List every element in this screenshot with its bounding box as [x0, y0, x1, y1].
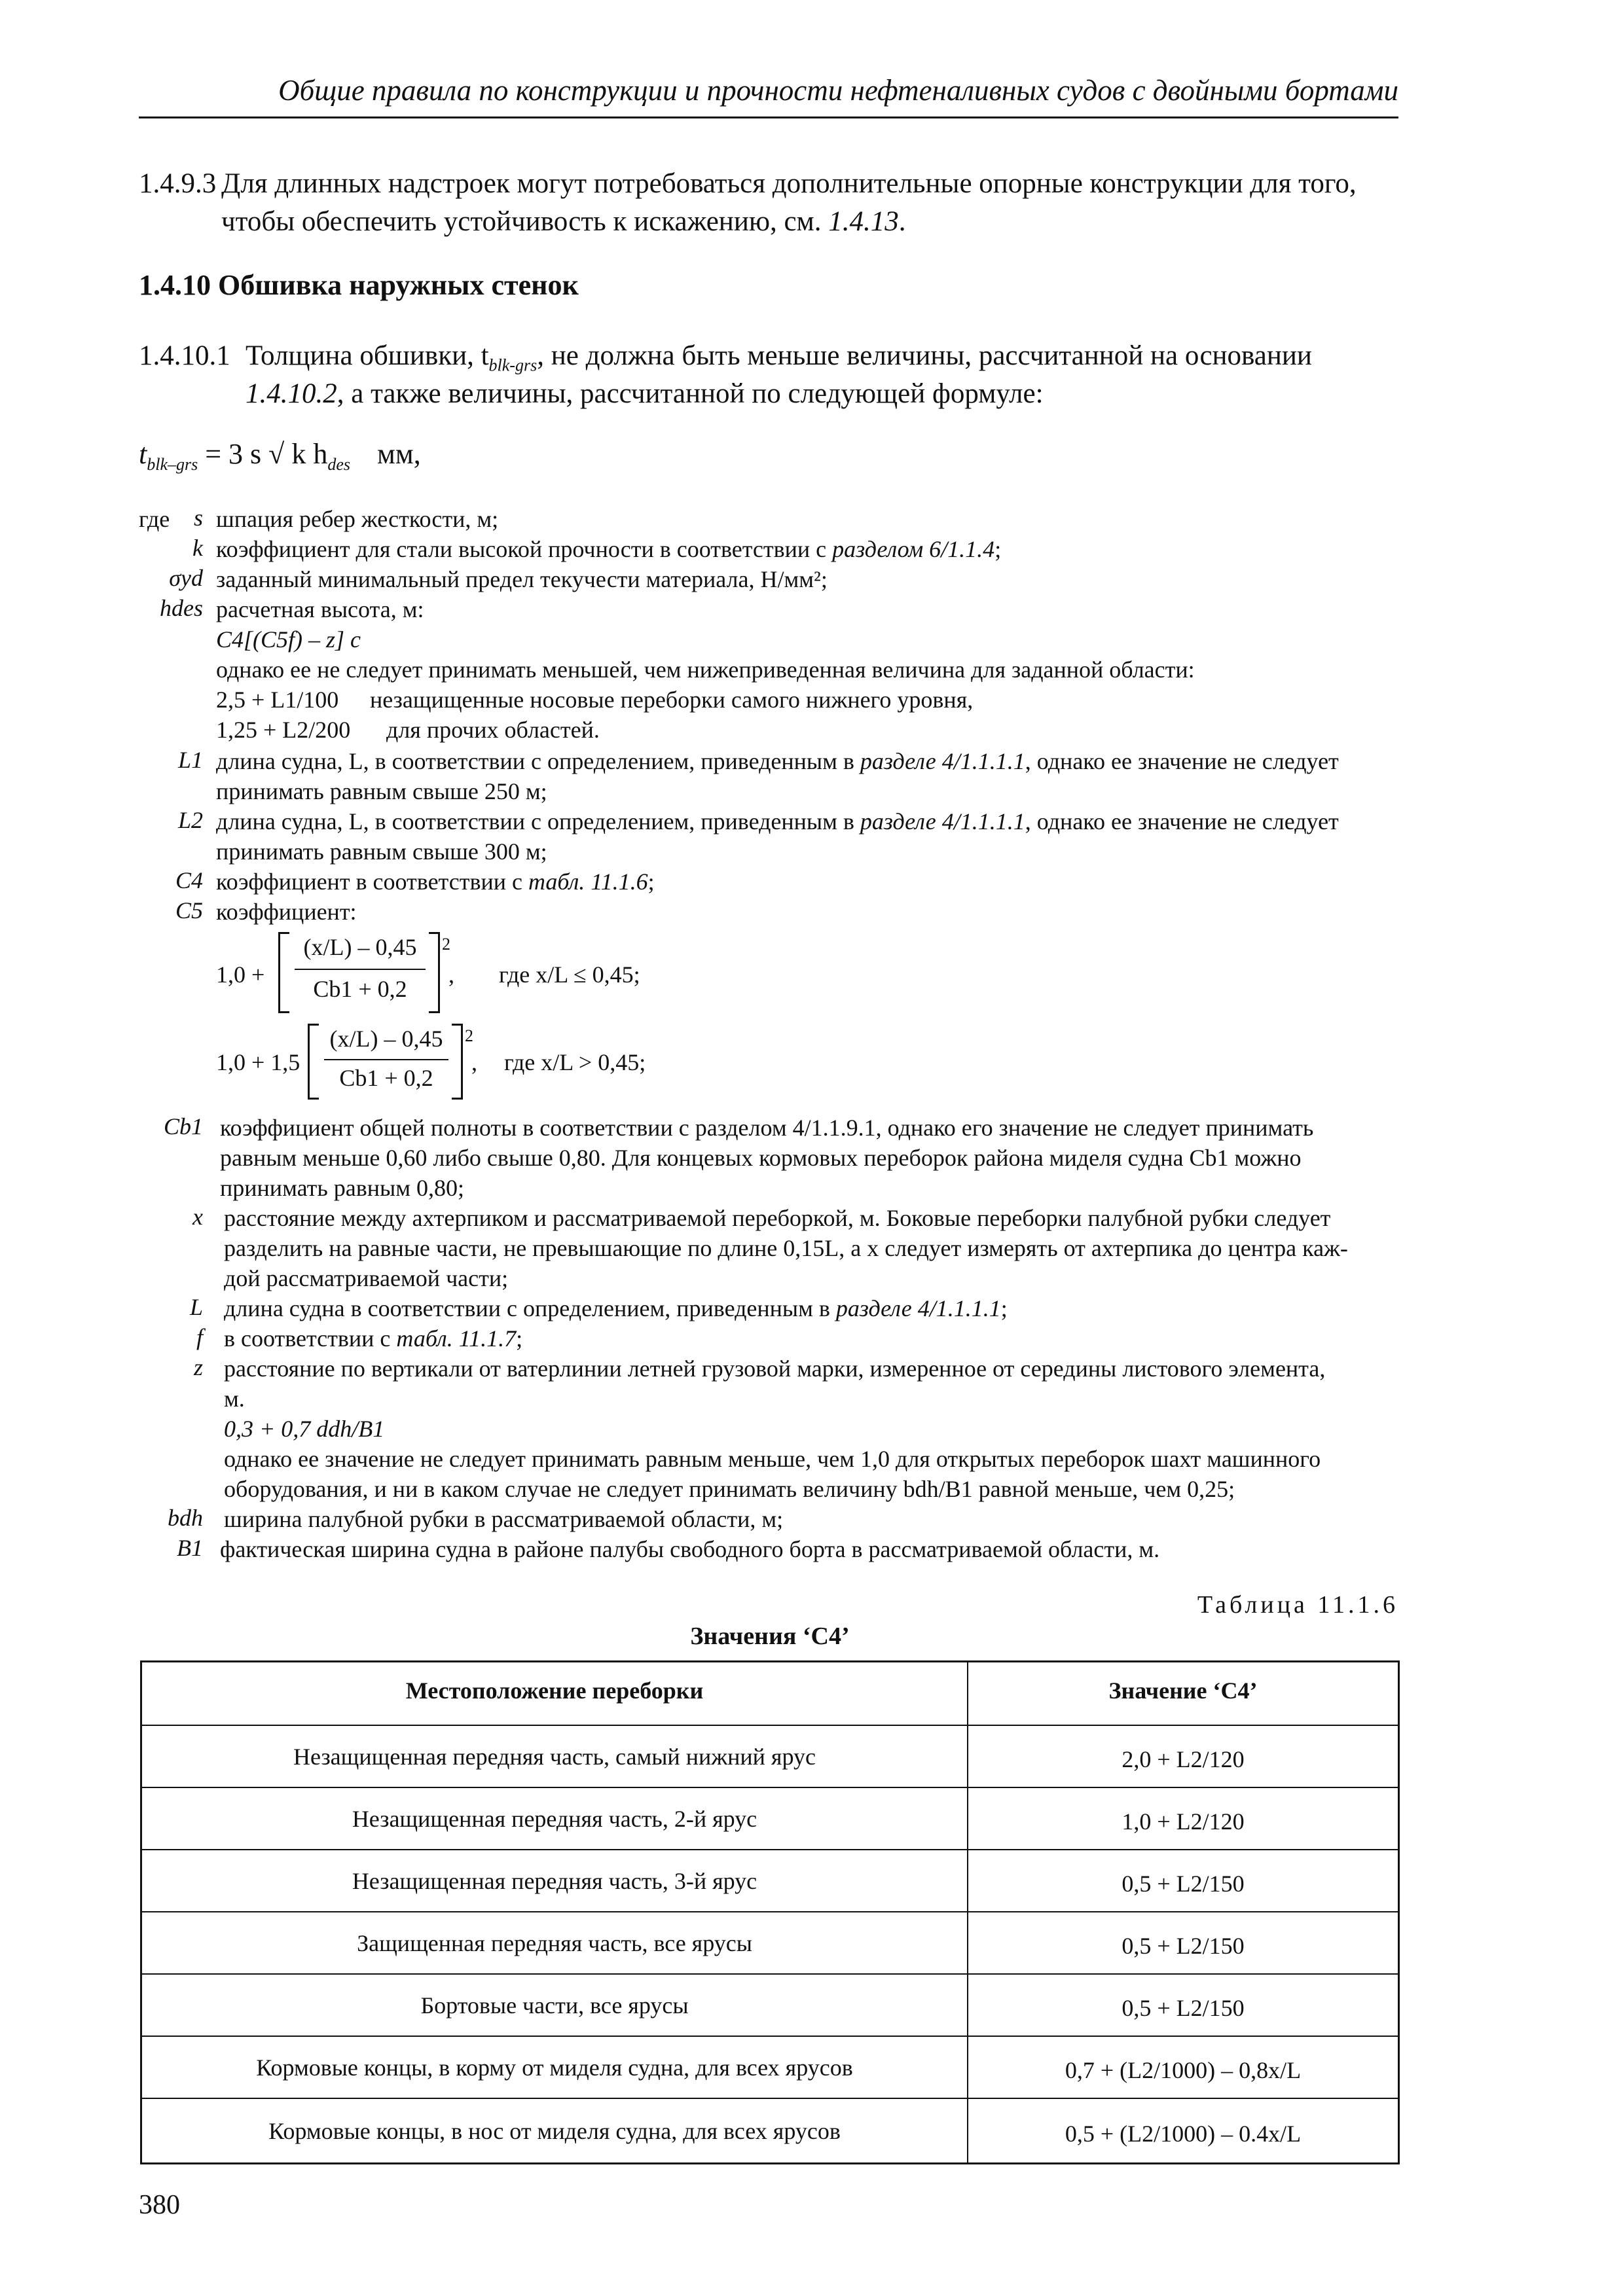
definition-z: расстояние по вертикали от ватерлинии летней грузовой марки, измеренное от середины листового элемента, [224, 1355, 1326, 1382]
table-row: Незащищенная передняя часть, 3-й ярус 0,5 + L2/150 [142, 1849, 1398, 1912]
definition-L1: длина судна, L, в соответствии с определением, приведенным в разделе 4/1.1.1.1, однако ее значение не следует [216, 748, 1339, 774]
definition-x: расстояние между ахтерпиком и рассматриваемой переборкой, м. Боковые переборки палубной рубки следует [224, 1205, 1331, 1231]
paragraph-1-4-10-1-line1: Толщина обшивки, $t_{blk-grs}$, не должна быть меньше величины, рассчитанной на основании [246, 340, 1312, 375]
hdes-formula: C4[(C5f) – z] c [216, 626, 361, 653]
paragraph-1-4-9-3-line1: Для длинных надстроек могут потребоваться дополнительные опорные конструкции для того, [221, 168, 1357, 199]
definition-s: шпация ребер жесткости, м; [216, 506, 499, 532]
definition-L: длина судна в соответствии с определением, приведенным в разделе 4/1.1.1.1; [224, 1295, 1008, 1321]
paragraph-1-4-10-1-line2: 1.4.10.2, а также величины, рассчитанной по следующей формуле: [246, 378, 1044, 409]
thickness-formula: $t_{blk-grs} = 3$ s √ k $h_{des}$ мм, [139, 438, 421, 474]
where-label: где [139, 506, 170, 532]
definition-k: коэффициент для стали высокой прочности в соответствии с разделом 6/1.1.4; [216, 536, 1002, 562]
table-reference-link[interactable]: табл. 11.1.7 [396, 1325, 517, 1352]
definition-B1: фактическая ширина судна в районе палубы свободного борта в рассматриваемой области, м. [220, 1536, 1160, 1562]
definition-z-cont: м. [224, 1386, 245, 1412]
symbol-L2: L2 [177, 807, 203, 833]
symbol-Cb1: Cb1 [163, 1113, 203, 1139]
c4-values-table [140, 1660, 1400, 2164]
symbol-L1: L1 [177, 747, 203, 773]
table-label: Таблица 11.1.6 [1197, 1591, 1398, 1619]
definition-C4: коэффициент в соответствии с табл. 11.1.6; [216, 869, 655, 895]
cross-reference-link[interactable]: 1.4.10.2 [246, 378, 337, 409]
c-note-cont: оборудования, и ни в каком случае не следует принимать величину bdh/B1 равной меньше, чем 0,25; [224, 1476, 1235, 1502]
definition-x-cont: разделить на равные части, не превышающие по длине 0,15L, а x следует измерять от ахтерпика до центра каж- [224, 1235, 1348, 1261]
table-row: Кормовые концы, в корму от миделя судна, для всех ярусов 0,7 + (L2/1000) – 0,8x/L [142, 2036, 1398, 2099]
symbol-L: L [189, 1294, 203, 1320]
symbol-B1: B1 [177, 1535, 203, 1561]
symbol-x: x [192, 1204, 203, 1230]
c5-formula-1: 1,0 + (x/L) – 0,45 Cb1 + 0,2 2 , где x/L ≤ 0,45; [216, 929, 936, 1021]
hdes-option-2-value: 1,25 + L2/200 [216, 717, 351, 743]
hdes-option-1-text: незащищенные носовые переборки самого нижнего уровня, [370, 687, 974, 713]
definition-f: в соответствии с табл. 11.1.7; [224, 1325, 523, 1352]
symbol-k: k [192, 535, 203, 561]
table-reference-link[interactable]: табл. 11.1.6 [528, 869, 648, 895]
symbol-bdh: bdh [168, 1505, 203, 1531]
symbol-C5: C5 [175, 897, 203, 924]
page-number: 380 [139, 2190, 180, 2220]
table-row: Защищенная передняя часть, все ярусы 0,5 + L2/150 [142, 1911, 1398, 1975]
paragraph-number: 1.4.10.1 [139, 340, 230, 371]
definition-sigma-yd: заданный минимальный предел текучести материала, Н/мм²; [216, 566, 828, 592]
table-header-row [142, 1662, 1398, 1725]
hdes-note: однако ее не следует принимать меньшей, чем нижеприведенная величина для заданной области: [216, 656, 1195, 683]
c5-formula-2: 1,0 + 1,5 (x/L) – 0,45 Cb1 + 0,2 2 , где x/L > 0,45; [216, 1021, 936, 1113]
column-header: Местоположение переборки [405, 1677, 704, 1704]
definition-hdes: расчетная высота, м: [216, 596, 424, 622]
definition-C5: коэффициент: [216, 899, 357, 925]
header-rule [139, 117, 1398, 118]
symbol-hdes: hdes [160, 595, 203, 621]
symbol-f: f [196, 1324, 203, 1350]
table-caption: Значения ‘C4’ [690, 1623, 850, 1650]
hdes-option-2-text: для прочих областей. [386, 717, 600, 743]
symbol-s: s [193, 505, 203, 531]
table-row: Бортовые части, все ярусы 0,5 + L2/150 [142, 1973, 1398, 2037]
hdes-option-1-value: 2,5 + L1/100 [216, 687, 339, 713]
table-row: Незащищенная передняя часть, 2-й ярус 1,0 + L2/120 [142, 1787, 1398, 1850]
table-row: Незащищенная передняя часть, самый нижний ярус 2,0 + L2/120 [142, 1725, 1398, 1788]
c-formula: 0,3 + 0,7 ddh/B1 [224, 1416, 385, 1442]
definition-Cb1-cont: равным меньше 0,60 либо свыше 0,80. Для концевых кормовых переборок района миделя судна Cb1 можно [220, 1145, 1302, 1171]
symbol-sigma-yd: σyd [169, 565, 203, 591]
definition-Cb1: коэффициент общей полноты в соответствии с разделом 4/1.1.9.1, однако его значение не следует принимать [220, 1115, 1314, 1141]
paragraph-1-4-9-3-line2: чтобы обеспечить устойчивость к искажению, см. 1.4.13. [221, 206, 906, 237]
definition-x-cont: дой рассматриваемой части; [224, 1265, 509, 1291]
table-row: Кормовые концы, в нос от миделя судна, для всех ярусов 0,5 + (L2/1000) – 0.4x/L [142, 2098, 1398, 2164]
definition-L2-cont: принимать равным свыше 300 м; [216, 838, 547, 865]
symbol-z: z [193, 1354, 203, 1380]
symbol-C4: C4 [175, 867, 203, 893]
definition-L2: длина судна, L, в соответствии с определением, приведенным в разделе 4/1.1.1.1, однако ее значение не следует [216, 808, 1339, 834]
definition-bdh: ширина палубной рубки в рассматриваемой области, м; [224, 1506, 784, 1532]
c-note: однако ее значение не следует принимать равным меньше, чем 1,0 для открытых переборок шахт машинного [224, 1446, 1321, 1472]
section-title: 1.4.10 Обшивка наружных стенок [139, 269, 579, 301]
definition-Cb1-cont: принимать равным 0,80; [220, 1175, 465, 1201]
cross-reference-link[interactable]: 1.4.13 [828, 206, 899, 237]
paragraph-number: 1.4.9.3 [139, 168, 217, 199]
running-header: Общие правила по конструкции и прочности нефтеналивных судов с двойными бортами [278, 74, 1398, 107]
definition-L1-cont: принимать равным свыше 250 м; [216, 778, 547, 804]
column-header: Значение ‘C4’ [1108, 1677, 1258, 1704]
